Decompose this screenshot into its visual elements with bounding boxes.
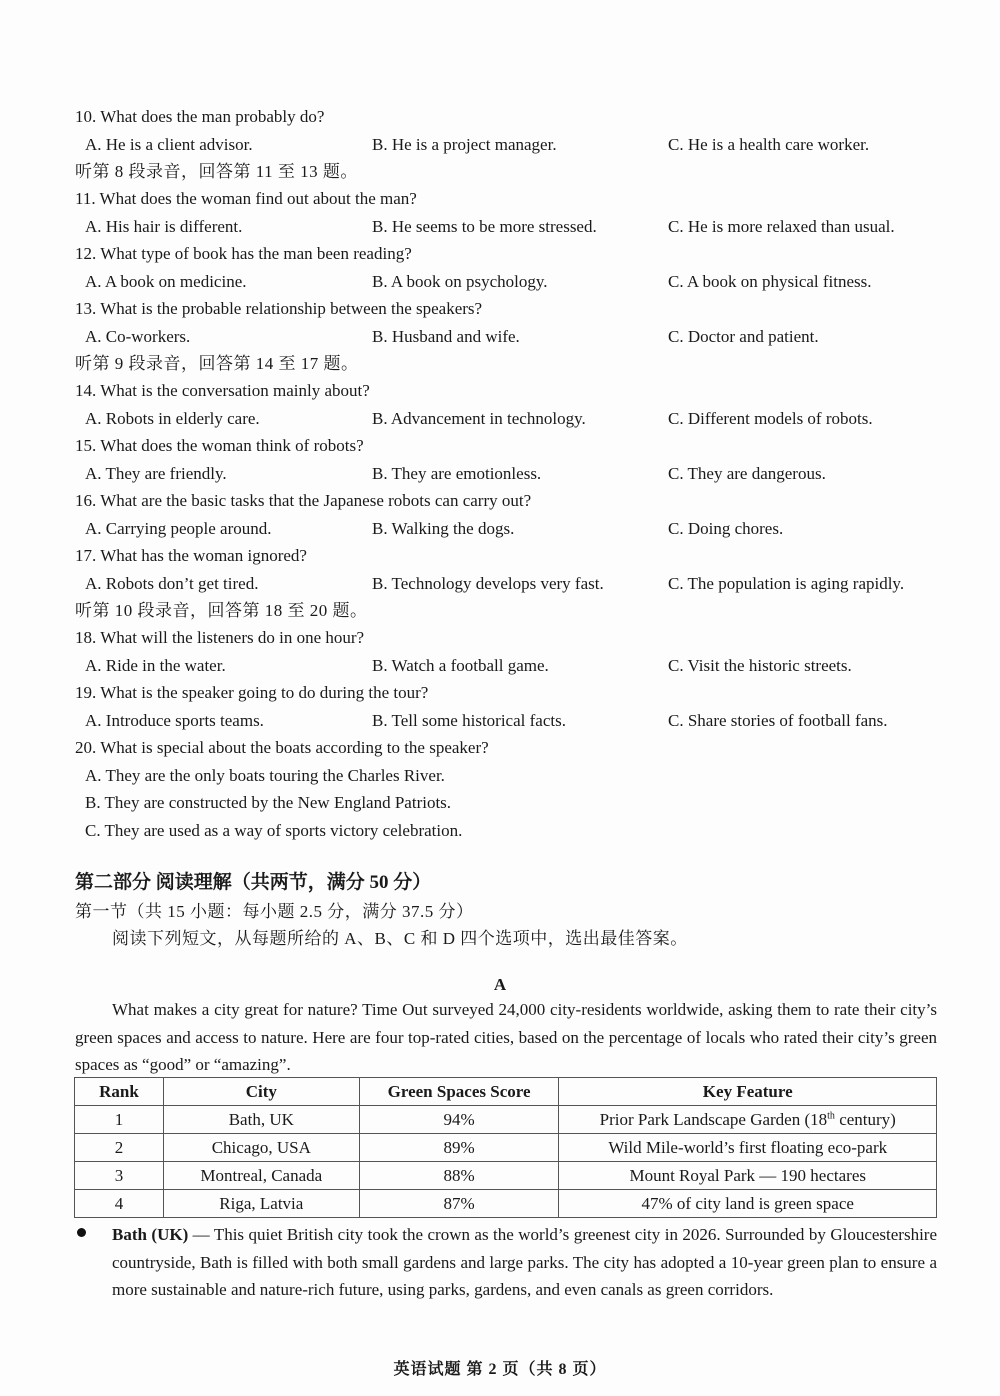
q13-option-b: B. Husband and wife. [372, 327, 520, 346]
q12-option-a: A. A book on medicine. [85, 272, 247, 291]
q19-option-c: C. Share stories of football fans. [668, 711, 888, 730]
cell-rank: 3 [75, 1162, 164, 1190]
q16-option-b: B. Walking the dogs. [372, 519, 515, 538]
section-one-title: 第一节（共 15 小题：每小题 2.5 分，满分 37.5 分） [75, 902, 474, 921]
passage-label: A [493, 975, 507, 994]
cell-city: Bath, UK [163, 1106, 359, 1134]
header-score: Green Spaces Score [359, 1078, 559, 1106]
q15-option-c: C. They are dangerous. [668, 464, 826, 483]
q19-option-b: B. Tell some historical facts. [372, 711, 566, 730]
q10-option-a: A. He is a client advisor. [85, 135, 253, 154]
cell-rank: 1 [75, 1106, 164, 1134]
cell-feature: Wild Mile-world’s first floating eco-park [559, 1134, 937, 1162]
table-row [75, 1162, 937, 1190]
feature-text: Prior Park Landscape Garden (18 [599, 1109, 828, 1129]
q20-option-a: A. They are the only boats touring the Charles River. [85, 766, 445, 785]
section-10-instruction: 听第 10 段录音，回答第 18 至 20 题。 [75, 601, 368, 620]
q20-option-c: C. They are used as a way of sports victory celebration. [85, 821, 463, 840]
q18-option-b: B. Watch a football game. [372, 656, 549, 675]
question-16-stem: 16. What are the basic tasks that the Japanese robots can carry out? [75, 491, 532, 510]
bullet-icon [77, 1228, 86, 1237]
q19-option-a: A. Introduce sports teams. [85, 711, 264, 730]
cell-feature: Mount Royal Park — 190 hectares [559, 1162, 937, 1190]
cell-city: Riga, Latvia [163, 1190, 359, 1218]
q11-option-b: B. He seems to be more stressed. [372, 217, 597, 236]
q12-option-c: C. A book on physical fitness. [668, 272, 872, 291]
question-10-stem: 10. What does the man probably do? [75, 107, 325, 126]
cell-city: Chicago, USA [163, 1134, 359, 1162]
q13-option-c: C. Doctor and patient. [668, 327, 819, 346]
q18-option-a: A. Ride in the water. [85, 656, 226, 675]
bath-title: Bath (UK) [112, 1225, 189, 1244]
q10-option-c: C. He is a health care worker. [668, 135, 870, 154]
question-19-stem: 19. What is the speaker going to do during the tour? [75, 683, 429, 702]
section-8-instruction: 听第 8 段录音，回答第 11 至 13 题。 [75, 162, 358, 181]
q11-option-a: A. His hair is different. [85, 217, 243, 236]
cell-rank: 4 [75, 1190, 164, 1218]
cell-score: 94% [359, 1106, 559, 1134]
header-rank: Rank [75, 1078, 164, 1106]
part-two-title: 第二部分 阅读理解（共两节，满分 50 分） [75, 872, 432, 893]
cell-rank: 2 [75, 1134, 164, 1162]
question-12-stem: 12. What type of book has the man been reading? [75, 244, 412, 263]
q18-option-c: C. Visit the historic streets. [668, 656, 852, 675]
table-row [75, 1190, 937, 1218]
q17-option-a: A. Robots don’t get tired. [85, 574, 259, 593]
question-20-stem: 20. What is special about the boats according to the speaker? [75, 738, 489, 757]
question-11-stem: 11. What does the woman find out about the man? [75, 189, 417, 208]
q16-option-a: A. Carrying people around. [85, 519, 272, 538]
table-header-row [75, 1078, 937, 1106]
cell-score: 89% [359, 1134, 559, 1162]
question-17-stem: 17. What has the woman ignored? [75, 546, 307, 565]
reading-instruction: 阅读下列短文，从每题所给的 A、B、C 和 D 四个选项中，选出最佳答案。 [112, 929, 688, 948]
question-14-stem: 14. What is the conversation mainly about? [75, 381, 370, 400]
q14-option-c: C. Different models of robots. [668, 409, 873, 428]
q15-option-a: A. They are friendly. [85, 464, 227, 483]
header-feature: Key Feature [559, 1078, 937, 1106]
feature-superscript: th [827, 1109, 835, 1121]
q15-option-b: B. They are emotionless. [372, 464, 542, 483]
question-18-stem: 18. What will the listeners do in one hour? [75, 628, 365, 647]
q16-option-c: C. Doing chores. [668, 519, 784, 538]
cell-city: Montreal, Canada [163, 1162, 359, 1190]
table-row [75, 1106, 937, 1134]
bath-description [112, 1221, 937, 1304]
header-city: City [163, 1078, 359, 1106]
bath-text: — This quiet British city took the crown as the world’s greenest city in 2026. Surrounded by Gloucestershire countryside, Bath is filled with both small gardens and large parks. The city has adopted a 10-year green plan to ensure a more sustainable and nature-rich future, using parks, gardens, and even canals as green corridors. [112, 1225, 937, 1299]
passage-intro [75, 996, 937, 1079]
passage-intro-text: What makes a city great for nature? Time Out surveyed 24,000 city-residents worldwide, asking them to rate their city’s green spaces and access to nature. Here are four top-rated cities, based on the percentage of locals who rated their city’s green spaces as “good” or “amazing”. [75, 1000, 937, 1074]
q12-option-b: B. A book on psychology. [372, 272, 548, 291]
q14-option-b: B. Advancement in technology. [372, 409, 586, 428]
question-15-stem: 15. What does the woman think of robots? [75, 436, 364, 455]
q14-option-a: A. Robots in elderly care. [85, 409, 260, 428]
q17-option-c: C. The population is aging rapidly. [668, 574, 905, 593]
table-row [75, 1134, 937, 1162]
feature-text-end: century) [834, 1109, 896, 1129]
section-9-instruction: 听第 9 段录音，回答第 14 至 17 题。 [75, 354, 359, 373]
question-13-stem: 13. What is the probable relationship between the speakers? [75, 299, 483, 318]
q17-option-b: B. Technology develops very fast. [372, 574, 604, 593]
q20-option-b: B. They are constructed by the New England Patriots. [85, 793, 452, 812]
cell-score: 87% [359, 1190, 559, 1218]
q10-option-b: B. He is a project manager. [372, 135, 557, 154]
page-footer: 英语试题 第 2 页（共 8 页） [393, 1361, 607, 1378]
cell-score: 88% [359, 1162, 559, 1190]
q11-option-c: C. He is more relaxed than usual. [668, 217, 895, 236]
q13-option-a: A. Co-workers. [85, 327, 191, 346]
cell-feature [559, 1106, 937, 1134]
cell-feature: 47% of city land is green space [559, 1190, 937, 1218]
green-cities-table [74, 1077, 937, 1218]
